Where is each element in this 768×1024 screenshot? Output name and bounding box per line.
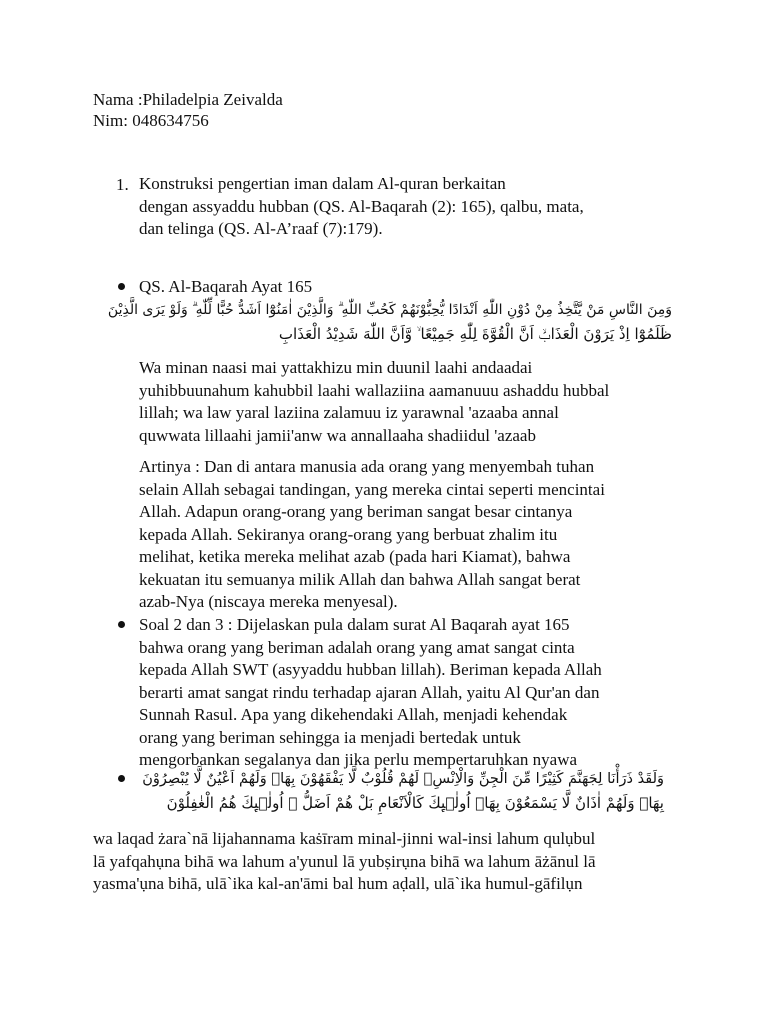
transliteration-line: Wa minan naasi mai yattakhizu min duunil laahi andaadai: [139, 358, 533, 377]
bullet-icon: [118, 283, 125, 290]
answer-line: berarti amat sangat rindu terhadap ajaran Allah, yaitu Al Qur'an dan: [139, 682, 600, 702]
answer-line: mengorbankan segalanya dan jika perlu mempertaruhkan nyawa: [139, 750, 578, 769]
answer-line: kepada Allah SWT (asyyaddu hubban lillah). Beriman kepada Allah: [139, 660, 602, 679]
translation-line: kepada Allah. Sekiranya orang-orang yang berbuat zhalim itu: [139, 524, 558, 544]
transliteration-line: wa laqad żara`nā lijahannama kaṡīram minal-jinni wal-insi lahum qulụbul: [93, 829, 596, 848]
question-number: 1.: [116, 175, 129, 194]
answer-line: bahwa orang yang beriman adalah orang yang amat sangat cinta: [139, 637, 575, 657]
question-line: dengan assyaddu hubban (QS. Al-Baqarah (2): 165), qalbu, mata,: [139, 196, 584, 216]
translation-line: Allah. Adapun orang-orang yang beriman sangat besar cintanya: [139, 502, 573, 521]
transliteration-araf: [93, 828, 596, 896]
transliteration-line: yuhibbuunahum kahubbil laahi wallaziina aamanuuu ashaddu hubbal: [139, 380, 610, 400]
question-line: dan telinga (QS. Al-A’raaf (7):179).: [139, 219, 383, 238]
arabic-verse-line: وَلَقَدْ ذَرَأْنَا لِجَهَنَّمَ كَثِيْرًا مِّنَ الْجِنِّ وَالْاِنْسِۖ لَهُمْ قُلُوْبٌ لَّا يَفْقَهُوْنَ بِهَاۖ وَلَهُمْ اَعْيُنٌ لَّا يُبْصِرُوْنَ: [142, 771, 664, 787]
transliteration-line: lillah; wa law yaral laziina zalamuu iz yarawnal 'azaaba annal: [139, 403, 559, 422]
arabic-verse-line: بِهَاۖ وَلَهُمْ اٰذَانٌ لَّا يَسْمَعُوْنَ بِهَاۗ اُولٰۤىِٕكَ كَالْاَنْعَامِ بَلْ هُمْ اَضَلُّ ۗ اُولٰۤىِٕكَ هُمُ الْغٰفِلُوْنَ: [166, 794, 664, 812]
bullet-icon: [118, 621, 125, 628]
translation-line: melihat, ketika mereka melihat azab (pada hari Kiamat), bahwa: [139, 547, 571, 566]
bullet-icon: [118, 775, 125, 782]
translation-baqarah: [139, 456, 605, 614]
answer-soal-2-3: [139, 614, 602, 772]
translation-line: Artinya : Dan di antara manusia ada orang yang menyembah tuhan: [139, 457, 595, 476]
transliteration-line: lā yafqahụna bihā wa lahum a'yunul lā yubṣirụna bihā wa lahum āżānul lā: [93, 851, 596, 871]
student-nim: Nim: 048634756: [93, 111, 209, 130]
translation-line: azab-Nya (niscaya mereka menyesal).: [139, 592, 398, 611]
transliteration-baqarah: [139, 357, 609, 447]
transliteration-line: yasma'ụna bihā, ulā`ika kal-an'āmi bal hum aḍall, ulā`ika humul-gāfilụn: [93, 874, 583, 893]
arabic-verse-line: ظَلَمُوْٓا اِذْ يَرَوْنَ الْعَذَابَۙ اَنَّ الْقُوَّةَ لِلّٰهِ جَمِيْعًا ۙ وَّاَنَّ اللّٰهَ شَدِيْدُ الْعَذَابِ: [278, 325, 672, 343]
translation-line: selain Allah sebagai tandingan, yang mereka cintai seperti mencintai: [139, 479, 605, 499]
arabic-verse-line: وَمِنَ النَّاسِ مَنْ يَّتَّخِذُ مِنْ دُوْنِ اللّٰهِ اَنْدَادًا يُّحِبُّوْنَهُمْ كَحُبِّ اللّٰهِ ۗ وَالَّذِيْنَ اٰمَنُوْٓا اَشَدُّ حُبًّا لِّلّٰهِ ۗ وَلَوْ يَرَى الَّذِيْنَ: [107, 302, 672, 318]
section-heading-baqarah: QS. Al-Baqarah Ayat 165: [139, 277, 313, 296]
answer-line: orang yang beriman sehingga ia menjadi bertedak untuk: [139, 727, 521, 747]
transliteration-line: quwwata lillaahi jamii'anw wa annallaaha shadiidul 'azaab: [139, 425, 536, 445]
translation-line: kekuatan itu semuanya milik Allah dan bahwa Allah sangat berat: [139, 569, 581, 589]
answer-line: Soal 2 dan 3 : Dijelaskan pula dalam surat Al Baqarah ayat 165: [139, 615, 570, 634]
student-name: Nama :Philadelpia Zeivalda: [93, 90, 283, 109]
answer-line: Sunnah Rasul. Apa yang dikehendaki Allah, menjadi kehendak: [139, 705, 568, 724]
question-line: Konstruksi pengertian iman dalam Al-quran berkaitan: [139, 174, 506, 193]
question-text: [139, 173, 584, 241]
